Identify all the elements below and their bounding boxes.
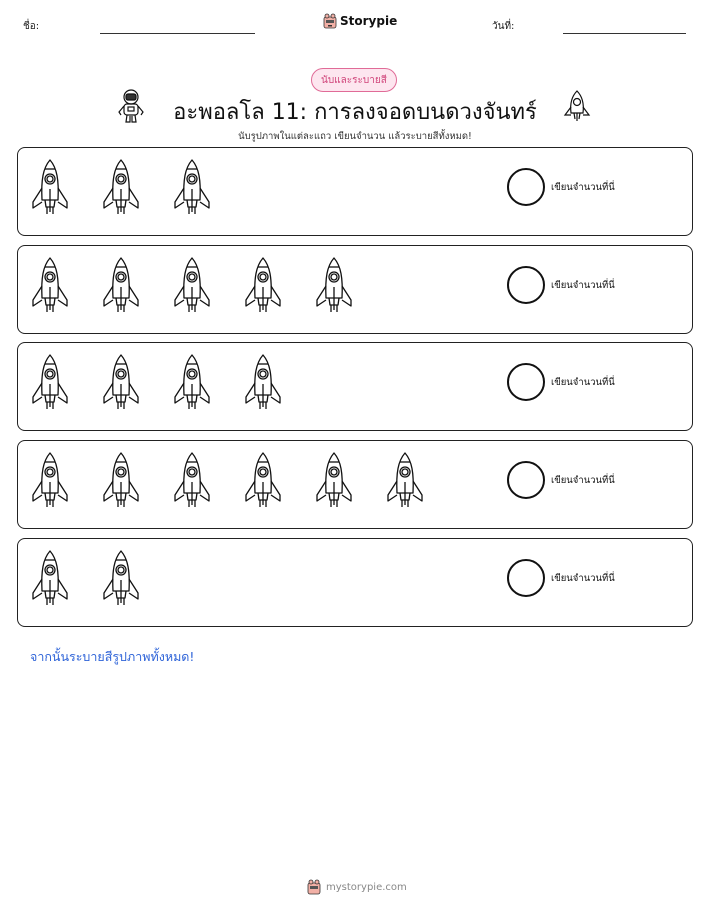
rocket-icon[interactable] (172, 256, 212, 318)
rocket-icon[interactable] (30, 158, 70, 220)
category-badge: นับและระบายสี (311, 68, 397, 92)
write-number-label: เขียนจำนวนที่นี่ (551, 475, 615, 486)
count-row (17, 245, 693, 334)
name-label: ชื่อ: (23, 21, 40, 32)
rocket-icon[interactable] (30, 353, 70, 415)
rocket-icon[interactable] (243, 451, 283, 513)
count-row (17, 440, 693, 529)
instructions: นับรูปภาพในแต่ละแถว เขียนจำนวน แล้วระบายสีทั้งหมด! (238, 131, 472, 142)
answer-circle[interactable] (507, 461, 545, 499)
count-row (17, 538, 693, 627)
answer-circle[interactable] (507, 266, 545, 304)
rocket-icon[interactable] (30, 549, 70, 611)
rocket-icon[interactable] (172, 353, 212, 415)
coloring-note: จากนั้นระบายสีรูปภาพทั้งหมด! (30, 649, 195, 664)
astronaut-icon (116, 88, 146, 124)
rocket-icon[interactable] (314, 451, 354, 513)
date-line[interactable] (563, 33, 686, 34)
rocket-icon[interactable] (172, 158, 212, 220)
answer-circle[interactable] (507, 363, 545, 401)
storypie-logo-icon (307, 879, 321, 895)
rocket-icon[interactable] (101, 549, 141, 611)
rocket-icon[interactable] (30, 451, 70, 513)
site-url: mystorypie.com (326, 881, 407, 893)
rocket-icon[interactable] (243, 256, 283, 318)
storypie-logo-icon (323, 13, 337, 29)
rocket-icon[interactable] (243, 353, 283, 415)
rocket-icon[interactable] (314, 256, 354, 318)
rocket-ship-icon (561, 89, 593, 123)
rocket-icon[interactable] (101, 256, 141, 318)
rocket-icon[interactable] (101, 353, 141, 415)
answer-circle[interactable] (507, 559, 545, 597)
name-line[interactable] (100, 33, 255, 34)
rocket-icon[interactable] (30, 256, 70, 318)
date-label: วันที่: (492, 21, 515, 32)
count-row (17, 342, 693, 431)
rocket-icon[interactable] (385, 451, 425, 513)
brand-name: Storypie (340, 14, 398, 28)
page-title: อะพอลโล 11: การลงจอดบนดวงจันทร์ (173, 100, 537, 125)
rocket-icon[interactable] (101, 451, 141, 513)
write-number-label: เขียนจำนวนที่นี่ (551, 182, 615, 193)
write-number-label: เขียนจำนวนที่นี่ (551, 280, 615, 291)
answer-circle[interactable] (507, 168, 545, 206)
footer-brand (307, 879, 407, 895)
write-number-label: เขียนจำนวนที่นี่ (551, 573, 615, 584)
rocket-icon[interactable] (101, 158, 141, 220)
count-row (17, 147, 693, 236)
rocket-icon[interactable] (172, 451, 212, 513)
write-number-label: เขียนจำนวนที่นี่ (551, 377, 615, 388)
brand-logo (323, 13, 397, 29)
